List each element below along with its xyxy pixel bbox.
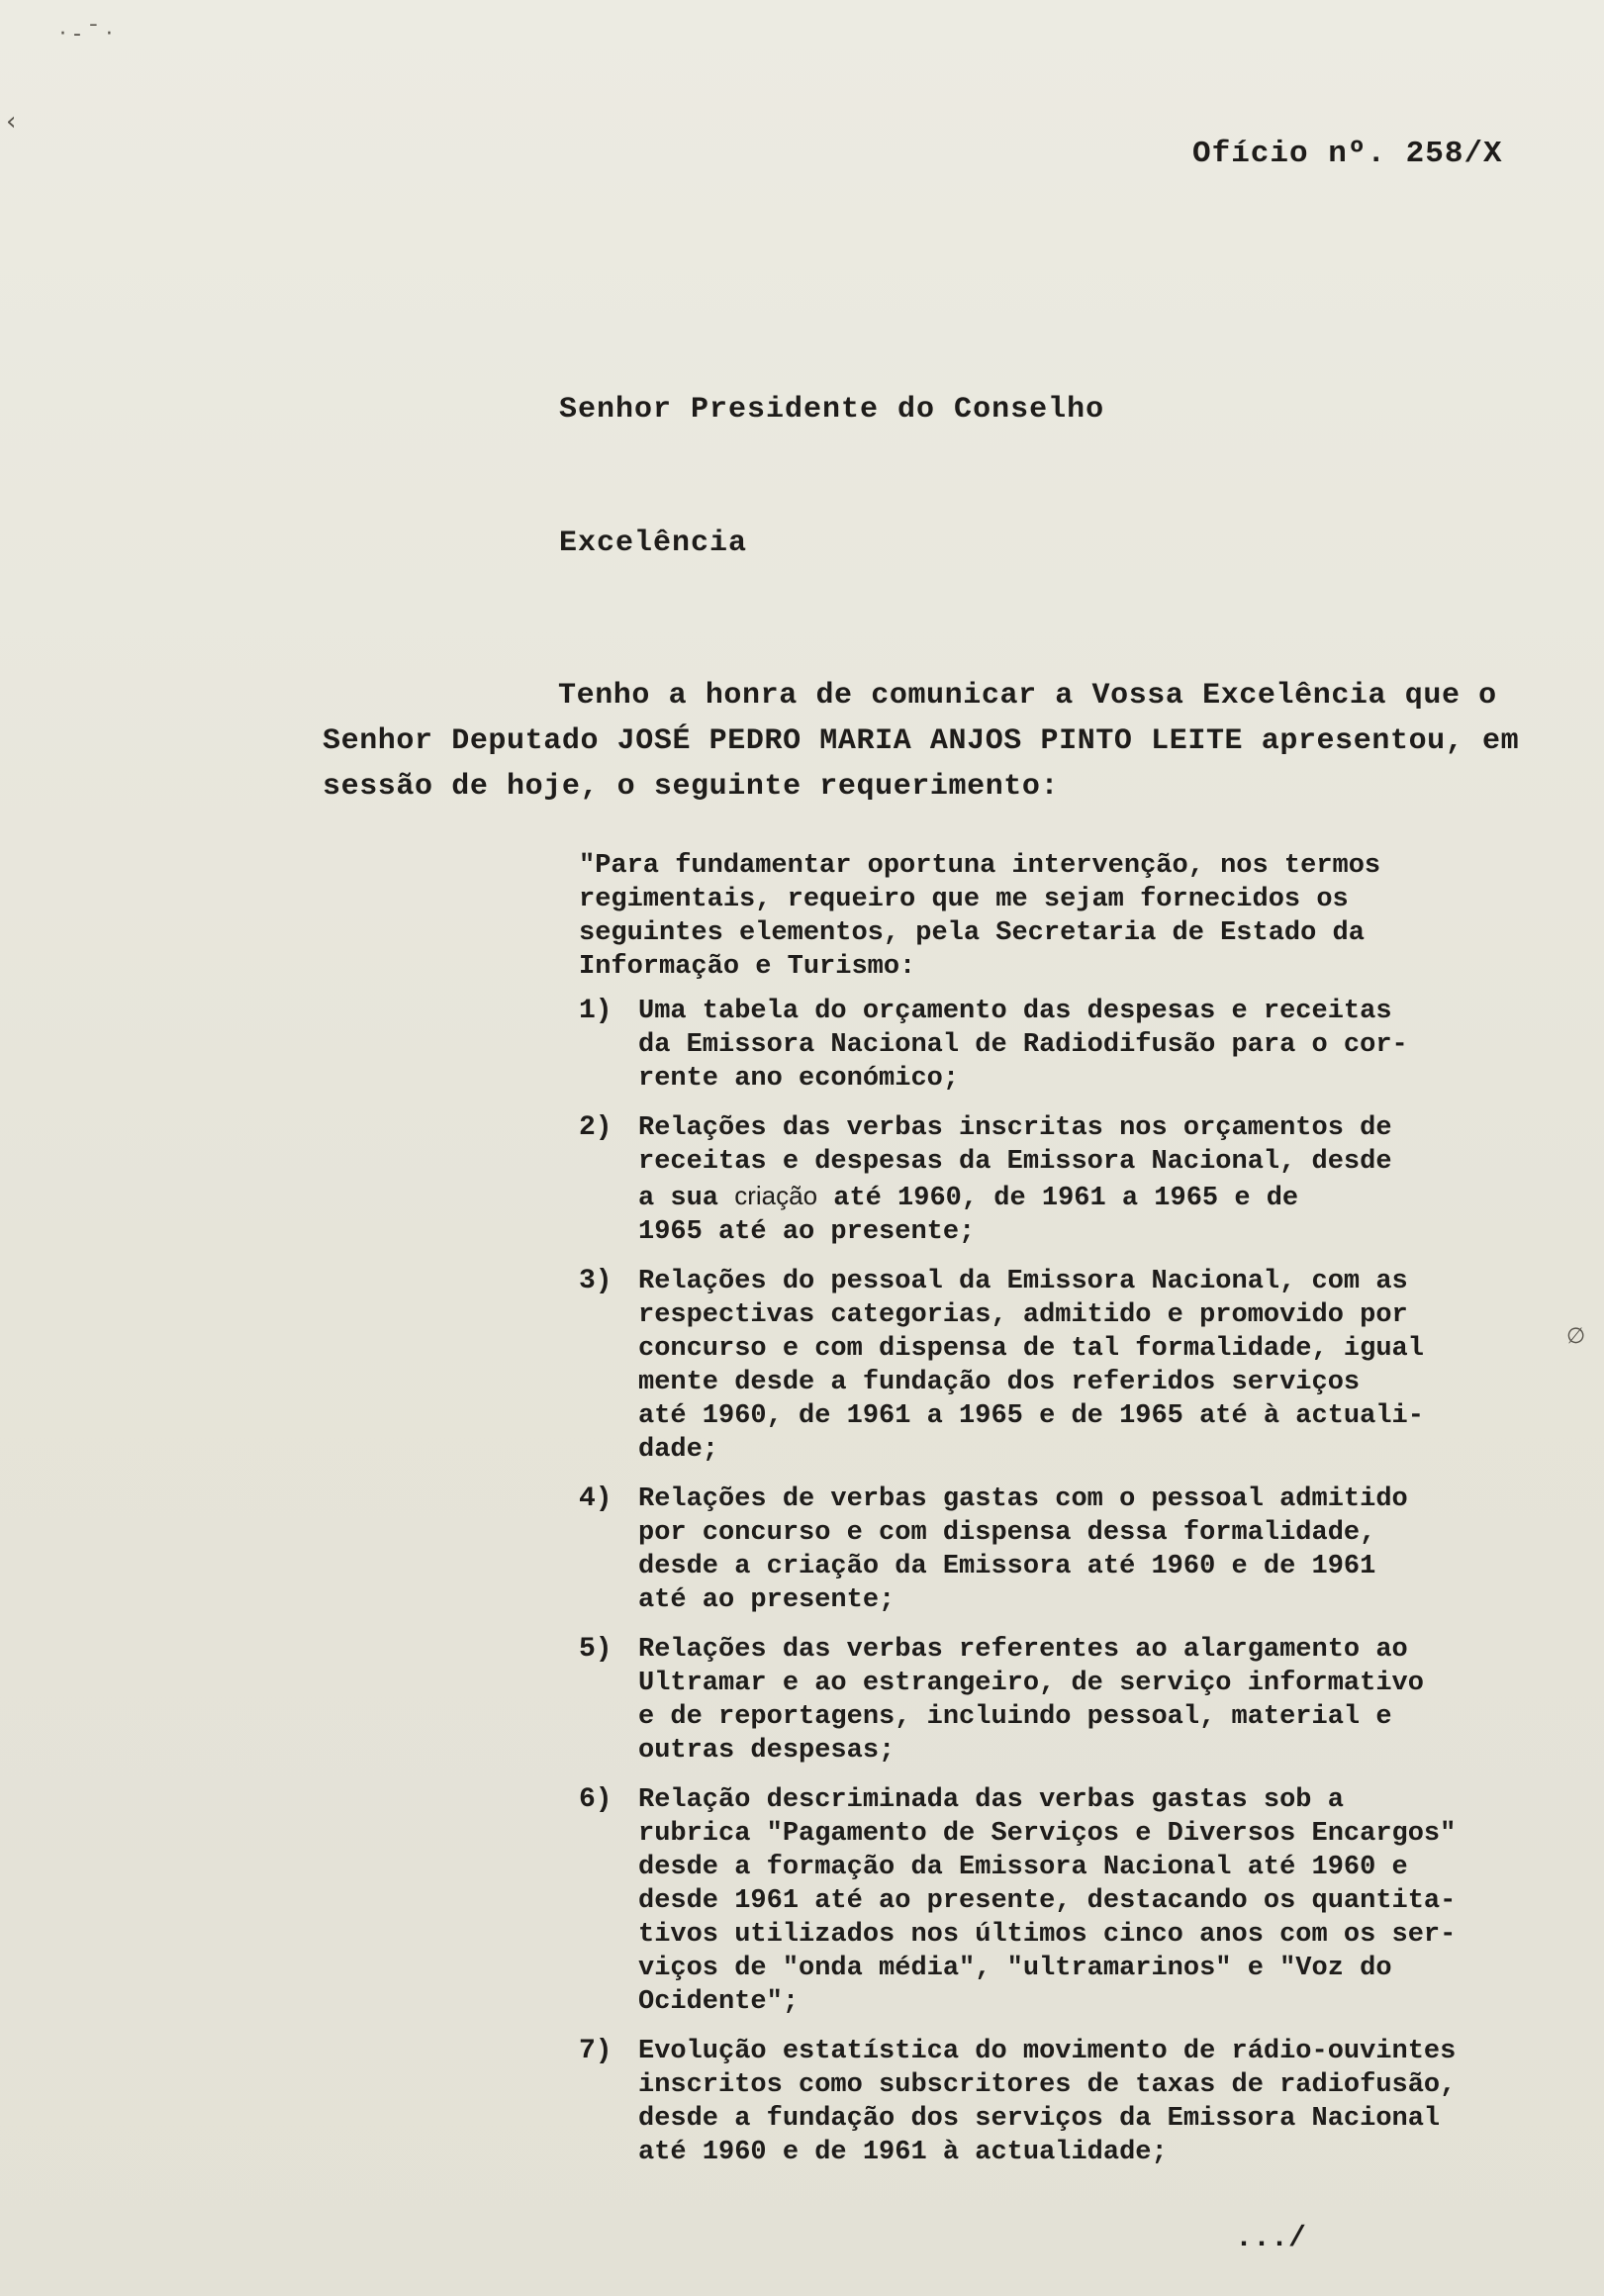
- request-intro-line: regimentais, requeiro que me sejam fornecidos os: [579, 885, 1349, 914]
- request-intro: [579, 849, 1489, 984]
- item-line-suffix: até 1960, de 1961 a 1965 e de: [817, 1184, 1299, 1213]
- item-line: Relações das verbas inscritas nos orçamentos de: [638, 1113, 1392, 1143]
- request-item: [579, 1483, 1549, 1617]
- item-line: Relações de verbas gastas com o pessoal admitido: [638, 1484, 1408, 1514]
- item-line: Evolução estatística do movimento de rádio-ouvintes: [638, 2037, 1457, 2066]
- item-number: 7): [579, 2036, 613, 2066]
- item-text: [638, 1483, 1549, 1617]
- request-intro-line: Informação e Turismo:: [579, 952, 916, 982]
- request-item: [579, 1111, 1549, 1249]
- item-line: inscritos como subscritores de taxas de radiofusão,: [638, 2070, 1457, 2100]
- item-number: 5): [579, 1634, 613, 1665]
- item-line: por concurso e com dispensa dessa formalidade,: [638, 1518, 1376, 1548]
- handwritten-insertion: criação: [734, 1181, 818, 1210]
- request-intro-line: seguintes elementos, pela Secretaria de Estado da: [579, 918, 1365, 948]
- item-line: até 1960 e de 1961 à actualidade;: [638, 2138, 1168, 2167]
- item-line-prefix: a sua: [638, 1184, 735, 1213]
- document-reference: Ofício nº. 258/X: [1192, 137, 1503, 171]
- item-number: 4): [579, 1483, 613, 1514]
- item-line: viços de "onda média", "ultramarinos" e "Voz do: [638, 1954, 1392, 1983]
- item-line: Relações do pessoal da Emissora Nacional, com as: [638, 1267, 1408, 1296]
- item-line: concurso e com dispensa de tal formalidade, igual: [638, 1334, 1424, 1364]
- item-line: desde a fundação dos serviços da Emissora Nacional: [638, 2104, 1441, 2134]
- item-line: Uma tabela do orçamento das despesas e receitas: [638, 997, 1392, 1026]
- item-line: Ocidente";: [638, 1987, 800, 2017]
- item-text: [638, 1111, 1549, 1249]
- request-item: [579, 995, 1549, 1096]
- request-intro-line: "Para fundamentar oportuna intervenção, nos termos: [579, 851, 1381, 881]
- item-line: rente ano económico;: [638, 1064, 960, 1094]
- edge-mark-top: · ‐ ˉ ·: [59, 22, 113, 47]
- body-line: Senhor Deputado JOSÉ PEDRO MARIA ANJOS PINTO LEITE apresentou, em: [323, 724, 1520, 758]
- continuation-mark: .../: [1235, 2222, 1307, 2255]
- item-line: receitas e despesas da Emissora Nacional, desde: [638, 1147, 1392, 1177]
- item-text: [638, 995, 1549, 1096]
- edge-mark-left: ‹: [6, 107, 17, 137]
- item-line: até 1960, de 1961 a 1965 e de 1965 até à actuali-: [638, 1401, 1424, 1431]
- item-text: [638, 1783, 1549, 2019]
- margin-smudge: ∅: [1566, 1324, 1586, 1349]
- request-item: [579, 2035, 1549, 2169]
- item-line: Relações das verbas referentes ao alargamento ao: [638, 1635, 1408, 1665]
- item-line: respectivas categorias, admitido e promovido por: [638, 1300, 1408, 1330]
- body-paragraph: [323, 673, 1520, 810]
- item-line: da Emissora Nacional de Radiodifusão para o cor-: [638, 1030, 1408, 1060]
- item-text: [638, 1265, 1549, 1467]
- body-line: Tenho a honra de comunicar a Vossa Excelência que o: [558, 679, 1497, 713]
- item-line: desde 1961 até ao presente, destacando os quantita-: [638, 1886, 1457, 1916]
- addressee: Senhor Presidente do Conselho: [559, 393, 1105, 427]
- item-line: outras despesas;: [638, 1736, 896, 1766]
- item-text: [638, 2035, 1549, 2169]
- item-line: Ultramar e ao estrangeiro, de serviço informativo: [638, 1669, 1424, 1698]
- item-line: e de reportagens, incluindo pessoal, material e: [638, 1702, 1392, 1732]
- request-item: [579, 1265, 1549, 1467]
- item-line: mente desde a fundação dos referidos serviços: [638, 1368, 1361, 1397]
- item-number: 3): [579, 1266, 613, 1296]
- item-line: até ao presente;: [638, 1585, 896, 1615]
- request-items-list: [579, 995, 1549, 2185]
- item-line: desde a formação da Emissora Nacional até 1960 e: [638, 1853, 1408, 1882]
- item-number: 2): [579, 1112, 613, 1143]
- item-line: [638, 1179, 1549, 1215]
- item-line: Relação descriminada das verbas gastas sob a: [638, 1785, 1344, 1815]
- salutation: Excelência: [559, 526, 748, 560]
- item-number: 1): [579, 996, 613, 1026]
- request-item: [579, 1783, 1549, 2019]
- item-number: 6): [579, 1784, 613, 1815]
- item-line: 1965 até ao presente;: [638, 1217, 976, 1247]
- item-line: tivos utilizados nos últimos cinco anos com os ser-: [638, 1920, 1457, 1950]
- item-text: [638, 1633, 1549, 1768]
- item-line: desde a criação da Emissora até 1960 e de 1961: [638, 1552, 1376, 1581]
- request-item: [579, 1633, 1549, 1768]
- item-line: rubrica "Pagamento de Serviços e Diversos Encargos": [638, 1819, 1457, 1849]
- item-line: dade;: [638, 1435, 719, 1465]
- body-line: sessão de hoje, o seguinte requerimento:: [323, 770, 1060, 804]
